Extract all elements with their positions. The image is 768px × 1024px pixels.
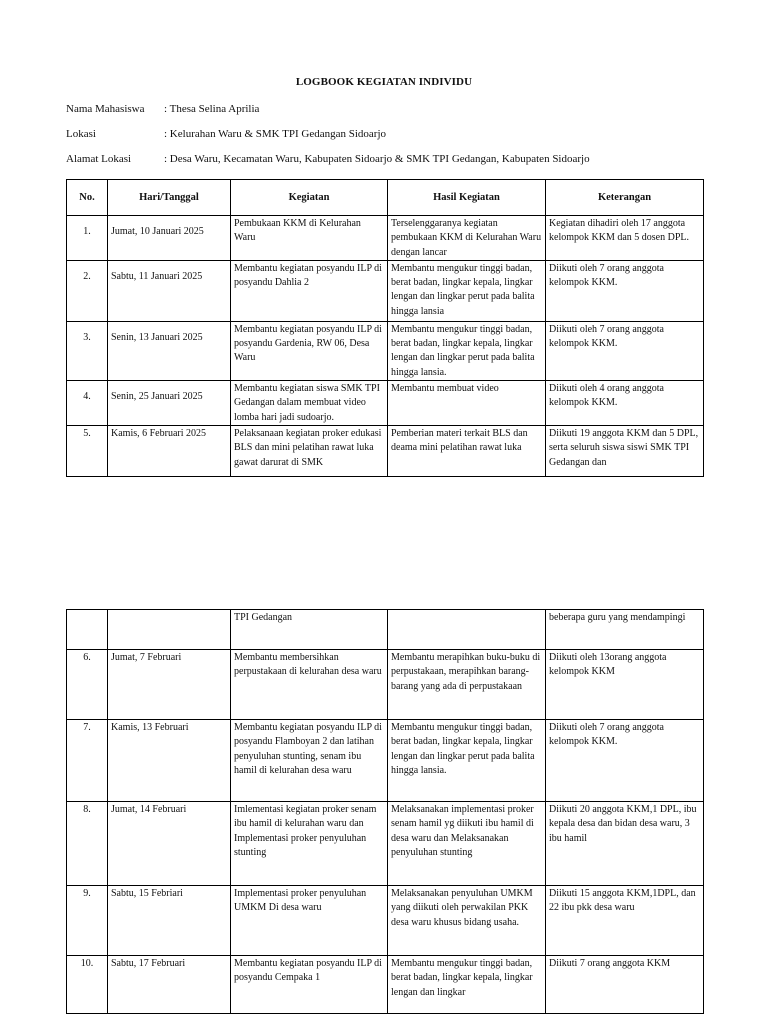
table-row [67,610,704,650]
cell-kegiatan: Membantu kegiatan posyandu ILP di posyandu Flamboyan 2 dan latihan penyuluhan stunting, senam ibu hamil di kelurahan desa waru [231,720,388,802]
table-row [67,381,704,426]
cell-kegiatan: Membantu kegiatan posyandu ILP di posyandu Dahlia 2 [231,260,388,321]
header-hasil: Hasil Kegiatan [388,180,546,216]
cell-kegiatan: Membantu kegiatan siswa SMK TPI Gedangan dalam membuat video lomba hari jadi sudoarjo. [231,381,388,426]
cell-hasil [388,610,546,650]
header-no: No. [67,180,108,216]
cell-keterangan: Diikuti 15 anggota KKM,1DPL, dan 22 ibu pkk desa waru [546,886,704,956]
cell-kegiatan: Imlementasi kegiatan proker senam ibu hamil di kelurahan waru dan Implementasi proker penyuluhan stunting [231,802,388,886]
cell-kegiatan: Membantu membersihkan perpustakaan di kelurahan desa waru [231,650,388,720]
cell-no: 5. [67,426,108,477]
info-value: : Thesa Selina Aprilia [164,103,260,115]
header-kegiatan: Kegiatan [231,180,388,216]
cell-no: 1. [67,216,108,261]
cell-no: 3. [67,321,108,380]
cell-hasil: Melaksanakan penyuluhan UMKM yang diikuti oleh perwakilan PKK desa waru khusus bidang usaha. [388,886,546,956]
cell-tanggal: Kamis, 13 Februari [108,720,231,802]
table-row [67,260,704,321]
cell-hasil: Membantu mengukur tinggi badan, berat badan, lingkar kepala, lingkar lengan dan lingkar [388,956,546,1014]
cell-keterangan: Diikuti oleh 7 orang anggota kelompok KKM. [546,260,704,321]
cell-no: 8. [67,802,108,886]
cell-keterangan: Diikuti 19 anggota KKM dan 5 DPL, serta seluruh siswa siswi SMK TPI Gedangan dan [546,426,704,477]
cell-no: 9. [67,886,108,956]
info-value: : Kelurahan Waru & SMK TPI Gedangan Sidoarjo [164,128,387,140]
table-row [67,886,704,956]
cell-tanggal: Jumat, 14 Februari [108,802,231,886]
cell-hasil: Terselenggaranya kegiatan pembukaan KKM di Kelurahan Waru dengan lancar [388,216,546,261]
cell-no: 4. [67,381,108,426]
table-row [67,321,704,380]
table-row [67,426,704,477]
cell-hasil: Pemberian materi terkait BLS dan deama mini pelatihan rawat luka [388,426,546,477]
table-row [67,720,704,802]
cell-kegiatan: Membantu kegiatan posyandu ILP di posyandu Gardenia, RW 06, Desa Waru [231,321,388,380]
cell-keterangan: Diikuti oleh 7 orang anggota kelompok KKM. [546,720,704,802]
cell-tanggal: Senin, 25 Januari 2025 [108,381,231,426]
cell-tanggal: Kamis, 6 Februari 2025 [108,426,231,477]
cell-keterangan: beberapa guru yang mendampingi [546,610,704,650]
cell-tanggal: Senin, 13 Januari 2025 [108,321,231,380]
cell-hasil: Membantu mengukur tinggi badan, berat badan, lingkar kepala, lingkar lengan dan lingkar perut pada balita hingga lansia. [388,321,546,380]
cell-no [67,610,108,650]
cell-keterangan: Diikuti oleh 7 orang anggota kelompok KKM. [546,321,704,380]
document-title: LOGBOOK KEGIATAN INDIVIDU [295,76,473,88]
cell-hasil: Membantu membuat video [388,381,546,426]
cell-kegiatan: Membantu kegiatan posyandu ILP di posyandu Cempaka 1 [231,956,388,1014]
cell-tanggal: Sabtu, 17 Februari [108,956,231,1014]
info-label: Alamat Lokasi [66,153,132,165]
table-row [67,216,704,261]
info-row-alamat [66,153,590,165]
cell-keterangan: Kegiatan dihadiri oleh 17 anggota kelompok KKM dan 5 dosen DPL. [546,216,704,261]
info-row-lokasi [66,128,386,140]
info-value: : Desa Waru, Kecamatan Waru, Kabupaten Sidoarjo & SMK TPI Gedangan, Kabupaten Sidoarjo [164,153,590,165]
table-row [67,956,704,1014]
table-header-row [67,180,704,216]
cell-kegiatan: Pelaksanaan kegiatan proker edukasi BLS dan mini pelatihan rawat luka gawat darurat di SMK [231,426,388,477]
table-row [67,650,704,720]
cell-kegiatan: TPI Gedangan [231,610,388,650]
cell-hasil: Membantu mengukur tinggi badan, berat badan, lingkar kepala, lingkar lengan dan lingkar perut pada balita hingga lansia [388,260,546,321]
cell-no: 10. [67,956,108,1014]
cell-tanggal [108,610,231,650]
cell-keterangan: Diikuti oleh 4 orang anggota kelompok KKM. [546,381,704,426]
info-row-nama [66,103,259,115]
cell-kegiatan: Pembukaan KKM di Kelurahan Waru [231,216,388,261]
header-tanggal: Hari/Tanggal [108,180,231,216]
cell-tanggal: Jumat, 10 Januari 2025 [108,216,231,261]
cell-no: 7. [67,720,108,802]
logbook-table-page2 [66,609,704,1014]
cell-hasil: Membantu merapihkan buku-buku di perpustakaan, merapihkan barang-barang yang ada di perpustakaan [388,650,546,720]
logbook-table-page1 [66,179,704,477]
cell-tanggal: Jumat, 7 Februari [108,650,231,720]
cell-keterangan: Diikuti 20 anggota KKM,1 DPL, ibu kepala desa dan bidan desa waru, 3 ibu hamil [546,802,704,886]
header-keterangan: Keterangan [546,180,704,216]
info-label: Nama Mahasiswa [66,103,145,115]
table-row [67,802,704,886]
cell-keterangan: Diikuti 7 orang anggota KKM [546,956,704,1014]
cell-tanggal: Sabtu, 15 Febriari [108,886,231,956]
cell-hasil: Membantu mengukur tinggi badan, berat badan, lingkar kepala, lingkar lengan dan lingkar perut pada balita hingga lansia. [388,720,546,802]
cell-no: 2. [67,260,108,321]
cell-kegiatan: Implementasi proker penyuluhan UMKM Di desa waru [231,886,388,956]
info-label: Lokasi [66,128,96,140]
cell-keterangan: Diikuti oleh 13orang anggota kelompok KKM [546,650,704,720]
cell-tanggal: Sabtu, 11 Januari 2025 [108,260,231,321]
cell-hasil: Melaksanakan implementasi proker senam hamil yg diikuti ibu hamil di desa waru dan Melaksanakan penyuluhan stunting [388,802,546,886]
cell-no: 6. [67,650,108,720]
